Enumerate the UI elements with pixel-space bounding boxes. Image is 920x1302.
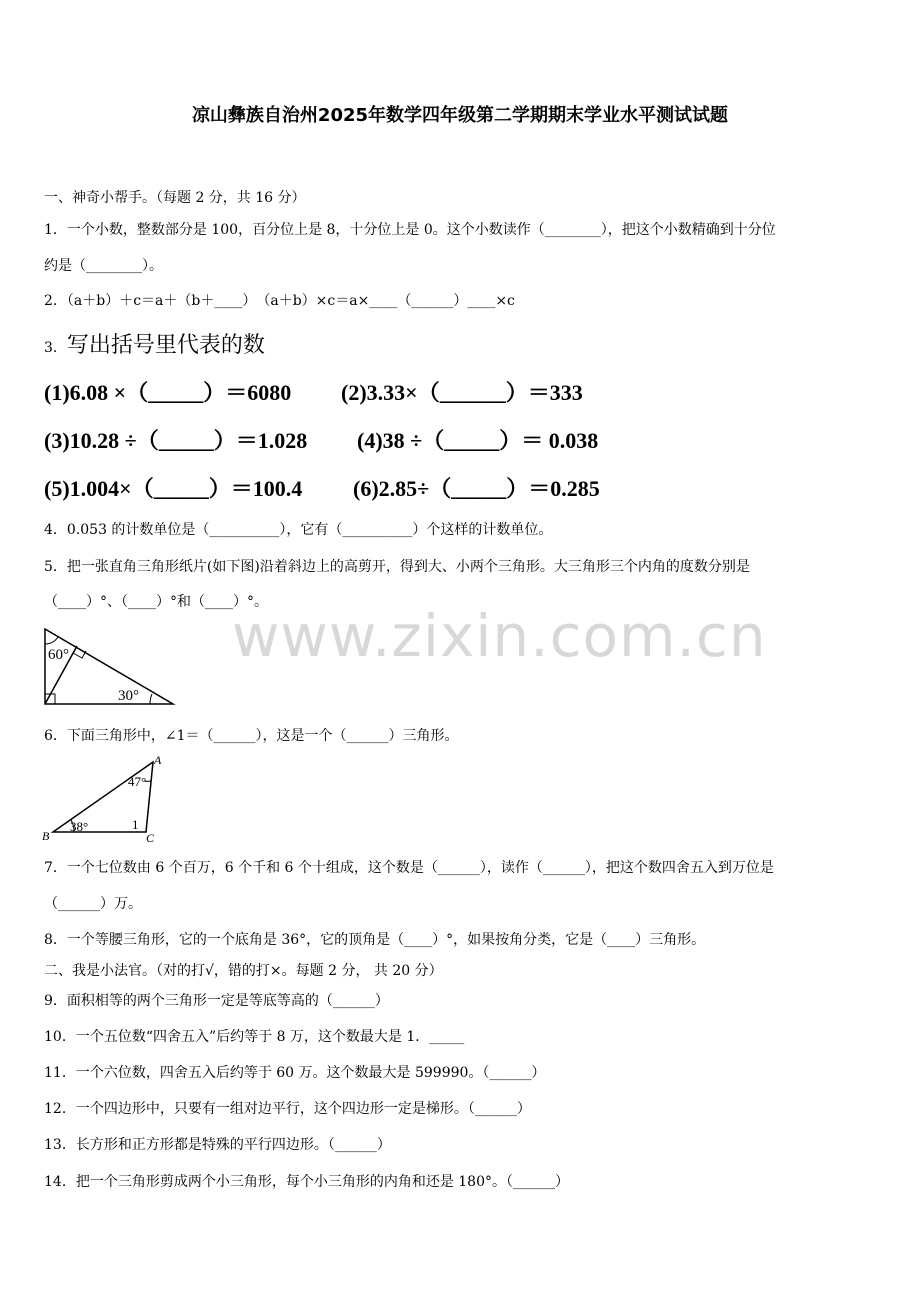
question-9: 9．面积相等的两个三角形一定是等底等高的（______） bbox=[44, 993, 389, 1009]
question-8: 8．一个等腰三角形，它的一个底角是 36°，它的顶角是（____）°，如果按角分类，它是（____）三角形。 bbox=[44, 932, 706, 948]
angle-30-label: 30° bbox=[118, 688, 139, 704]
angle-arc-top bbox=[45, 637, 58, 644]
question-3-text: 写出括号里代表的数 bbox=[66, 333, 265, 358]
question-7-line-2: （______）万。 bbox=[44, 896, 142, 912]
angle-47-label: 47° bbox=[128, 774, 147, 789]
equation-5: (5)1.004×（_____）＝100.4 bbox=[44, 476, 303, 501]
question-1-line-2: 约是（________）。 bbox=[44, 258, 163, 274]
question-13: 13．长方形和正方形都是特殊的平行四边形。（______） bbox=[44, 1137, 391, 1153]
vertex-b-label: B bbox=[42, 829, 50, 843]
question-6: 6．下面三角形中，∠1＝（______），这是一个（______）三角形。 bbox=[44, 728, 459, 744]
equation-3: (3)10.28 ÷（_____）＝1.028 bbox=[44, 428, 308, 453]
triangle-abc-figure bbox=[40, 750, 170, 844]
question-4: 4．0.053 的计数单位是（__________），它有（__________）个这样的计数单位。 bbox=[44, 522, 553, 538]
question-1-line-1: 1．一个小数，整数部分是 100，百分位上是 8，十分位上是 0。这个小数读作（________），把这个小数精确到十分位 bbox=[44, 222, 776, 238]
question-14: 14．把一个三角形剪成两个小三角形，每个小三角形的内角和还是 180°。（______） bbox=[44, 1174, 569, 1190]
right-triangle-figure bbox=[40, 624, 180, 708]
watermark: www.zixin.com.cn bbox=[232, 602, 767, 670]
question-3-number: 3． bbox=[44, 340, 67, 356]
question-7-line-1: 7．一个七位数由 6 个百万，6 个千和 6 个十组成，这个数是（______），读作（______），把这个数四舍五入到万位是 bbox=[44, 860, 774, 876]
vertex-a-label: A bbox=[154, 753, 162, 767]
equation-4: (4)38 ÷（_____）＝ 0.038 bbox=[357, 428, 599, 453]
question-12: 12．一个四边形中，只要有一组对边平行，这个四边形一定是梯形。（______） bbox=[44, 1101, 531, 1117]
question-11: 11．一个六位数，四舍五入后约等于 60 万。这个数最大是 599990。（______） bbox=[44, 1065, 546, 1081]
equation-6: (6)2.85÷（_____）＝0.285 bbox=[353, 476, 600, 501]
section-1-heading: 一、神奇小帮手。（每题 2 分，共 16 分） bbox=[44, 190, 306, 206]
angle-60-label: 60° bbox=[48, 647, 69, 663]
angle-1-label: 1 bbox=[132, 817, 139, 832]
section-2-heading: 二、我是小法官。（对的打√，错的打×。每题 2 分， 共 20 分） bbox=[44, 963, 443, 979]
angle-38-label: 38° bbox=[70, 819, 89, 834]
page-title: 凉山彝族自治州2025年数学四年级第二学期期末学业水平测试试题 bbox=[191, 105, 729, 126]
question-5-line-2: （____）°、（____）°和（____）°。 bbox=[44, 594, 268, 610]
equation-1: (1)6.08 ×（_____）＝6080 bbox=[44, 380, 292, 405]
equation-2: (2)3.33×（______）＝333 bbox=[341, 380, 583, 405]
question-10: 10．一个五位数“四舍五入”后约等于 8 万，这个数最大是 1．_____ bbox=[44, 1029, 465, 1045]
question-2: 2．（a＋b）＋c＝a＋（b＋____） （a＋b）×c＝a×____（______）____×c bbox=[44, 293, 515, 309]
question-5-line-1: 5．把一张直角三角形纸片(如下图)沿着斜边上的高剪开，得到大、小两个三角形。大三角形三个内角的度数分别是 bbox=[44, 559, 750, 575]
triangle-outline bbox=[45, 629, 173, 704]
angle-arc-right bbox=[150, 694, 152, 704]
question-3-heading bbox=[44, 328, 265, 359]
vertex-c-label: C bbox=[146, 831, 155, 844]
